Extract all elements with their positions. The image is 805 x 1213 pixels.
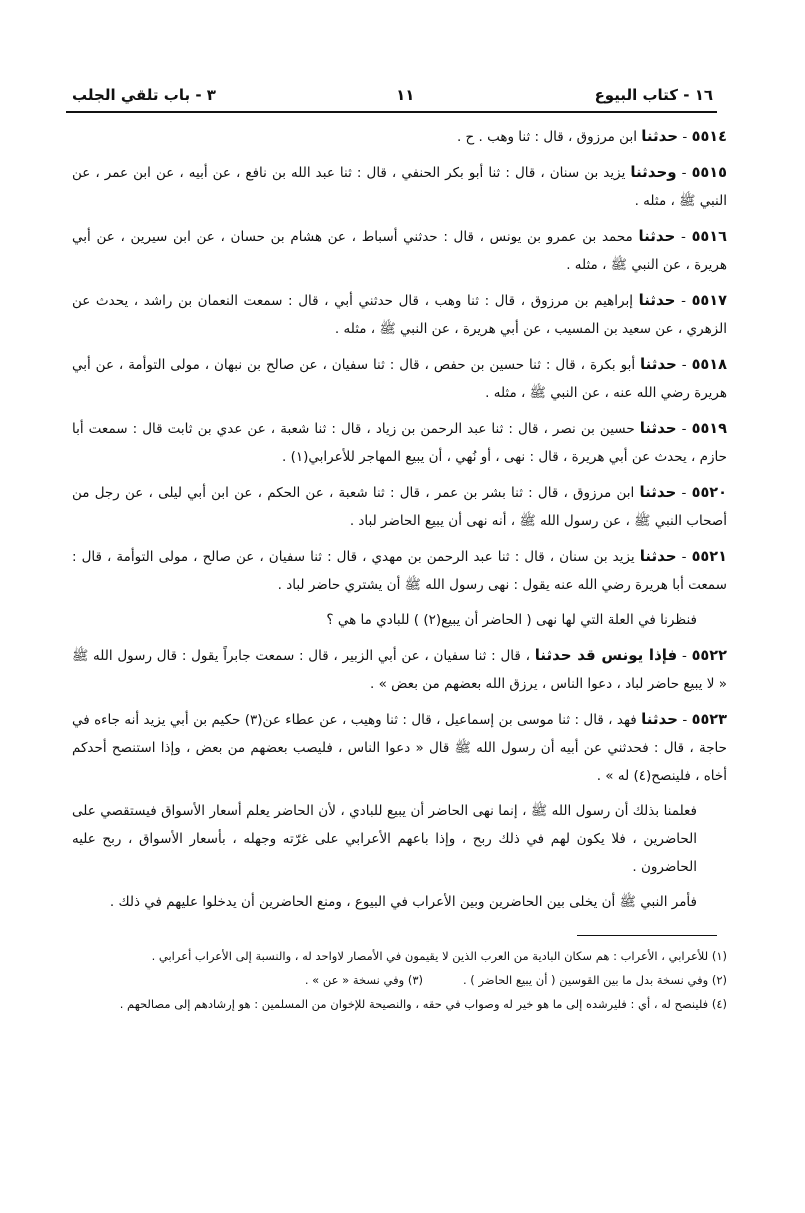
hadith-number: ٥٥١٥ [691,165,727,181]
narration-phrase: حدثنا [639,483,677,501]
hadith-text: ابن مرزوق ، قال : ثنا بشر بن عمر ، قال : ثنا شعبة ، عن الحكم ، عن ابن أبي ليلى ، عن رجل من أصحاب النبي ﷺ ، عن رسول الله ﷺ ، أنه نهى أن يبيع الحاضر لباد . [72,485,727,529]
hadith-text: فهد ، قال : ثنا موسى بن إسماعيل ، قال : ثنا وهيب ، عن عطاء عن(٣) حكيم بن أبي يزيد أنه جاءه في حاجة ، قال : فحدثني عن أبيه أن رسول الله ﷺ قال « دعوا الناس ، فليصب بعضهم من بعض ، وإذا استنصح أحدكم أخاه ، فلينصح(٤) له » . [72,712,727,784]
hadith-number: ٥٥١٩ [691,421,727,437]
hadith-text: محمد بن عمرو بن يونس ، قال : حدثني أسباط ، عن هشام بن حسان ، عن ابن سيرين ، عن أبي هريرة ، عن النبي ﷺ ، مثله . [72,229,727,273]
commentary-paragraph: فأمر النبي ﷺ أن يخلى بين الحاضرين وبين الأعراب في البيوع ، ومنع الحاضرين أن يدخلوا عليهم في ذلك . [109,894,697,910]
narration-phrase: وحدثنا [630,163,677,181]
hadith-number: ٥٥١٦ [691,229,727,245]
hadith-number: ٥٥١٤ [691,129,727,145]
footnote: (٣) وفي نسخة « عن » . [304,973,423,987]
narration-phrase: حدثنا [640,355,677,373]
hadith-entry: ٥٥١٧ - حدثنا إبراهيم بن مرزوق ، قال : ثنا وهب ، قال حدثني أبي ، قال : سمعت النعمان بن راشد ، يحدث عن الزهري ، عن سعيد بن المسيب ، عن أبي هريرة ، عن النبي ﷺ ، مثله . [72,291,727,337]
footnote: (٢) وفي نسخة بدل ما بين القوسين ( أن يبيع الحاضر ) . [463,973,727,987]
narration-phrase: حدثنا [638,227,676,245]
hadith-entry: ٥٥١٨ - حدثنا أبو بكرة ، قال : ثنا حسين بن حفص ، قال : ثنا سفيان ، عن صالح بن نبهان ، مولى التوأمة ، عن أبي هريرة رضي الله عنه ، عن النبي ﷺ ، مثله . [72,355,727,401]
page-number: ١١ [396,86,415,104]
hadith-entry: ٥٥١٦ - حدثنا محمد بن عمرو بن يونس ، قال : حدثني أسباط ، عن هشام بن حسان ، عن ابن سيرين ، عن أبي هريرة ، عن النبي ﷺ ، مثله . [72,227,727,273]
hadith-entry: ٥٥١٩ - حدثنا حسين بن نصر ، قال : ثنا عبد الرحمن بن زياد ، قال : ثنا شعبة ، عن عدي بن ثابت قال : سمعت أبا حازم ، يحدث عن أبي هريرة ، قال : نهى ، أو نُهي ، أن يبيع المهاجر للأعرابي(١) . [72,419,727,465]
hadith-entry: ٥٥٢٢ - فإذا يونس قد حدثنا ، قال : ثنا سفيان ، عن أبي الزبير ، قال : سمعت جابراً يقول : قال رسول الله ﷺ « لا يبيع حاضر لباد ، دعوا الناس ، يرزق الله بعضهم من بعض » . [72,646,727,692]
narration-phrase: حدثنا [641,710,678,728]
hadith-number: ٥٥١٧ [691,293,727,309]
narration-phrase: حدثنا [641,127,679,145]
footnote-row [72,968,727,992]
commentary-paragraph: فعلمنا بذلك أن رسول الله ﷺ ، إنما نهى الحاضر أن يبيع للبادي ، لأن الحاضر يعلم أسعار الأسواق فيستقصي على الحاضرين ، فلا يكون لهم في ذلك ربح ، وإذا باعهم الأعرابي على غرّته وجهله ، بأسعار الأسواق ، ربح عليه الحاضرون . [72,803,697,875]
hadith-number: ٥٥٢٠ [691,485,727,501]
footnotes [72,944,727,1016]
footnote-divider [577,935,717,936]
hadith-text: إبراهيم بن مرزوق ، قال : ثنا وهب ، قال حدثني أبي ، قال : سمعت النعمان بن راشد ، يحدث عن الزهري ، عن سعيد بن المسيب ، عن أبي هريرة ، عن النبي ﷺ ، مثله . [72,293,727,337]
narration-phrase: حدثنا [638,291,676,309]
hadith-number: ٥٥٢١ [691,549,727,565]
main-text [72,122,727,923]
hadith-text: يزيد بن سنان ، قال : ثنا عبد الرحمن بن مهدي ، قال : ثنا سفيان ، عن صالح ، مولى التوأمة ، قال : سمعت أبا هريرة رضي الله عنه يقول : نهى رسول الله ﷺ أن يشتري حاضر لباد . [72,549,727,593]
hadith-text: يزيد بن سنان ، قال : ثنا أبو بكر الحنفي ، قال : ثنا عبد الله بن نافع ، عن أبيه ، عن ابن عمر ، عن النبي ﷺ ، مثله . [72,165,727,209]
running-header [72,82,713,108]
hadith-text: ، قال : ثنا سفيان ، عن أبي الزبير ، قال : سمعت جابراً يقول : قال رسول الله ﷺ « لا يبيع حاضر لباد ، دعوا الناس ، يرزق الله بعضهم من بعض » . [72,648,727,692]
hadith-entry: ٥٥٢١ - حدثنا يزيد بن سنان ، قال : ثنا عبد الرحمن بن مهدي ، قال : ثنا سفيان ، عن صالح ، مولى التوأمة ، قال : سمعت أبا هريرة رضي الله عنه يقول : نهى رسول الله ﷺ أن يشتري حاضر لباد . [72,547,727,593]
hadith-entry: ٥٥٢٠ - حدثنا ابن مرزوق ، قال : ثنا بشر بن عمر ، قال : ثنا شعبة ، عن الحكم ، عن ابن أبي ليلى ، عن رجل من أصحاب النبي ﷺ ، عن رسول الله ﷺ ، أنه نهى أن يبيع الحاضر لباد . [72,483,727,529]
hadith-number: ٥٥١٨ [691,357,727,373]
hadith-entry: ٥٥١٥ - وحدثنا يزيد بن سنان ، قال : ثنا أبو بكر الحنفي ، قال : ثنا عبد الله بن نافع ، عن أبيه ، عن ابن عمر ، عن النبي ﷺ ، مثله . [72,163,727,209]
hadith-number: ٥٥٢٢ [691,648,727,664]
hadith-entry: ٥٥١٤ - حدثنا ابن مرزوق ، قال : ثنا وهب . ح . [456,127,727,145]
hadith-text: حسين بن نصر ، قال : ثنا عبد الرحمن بن زياد ، قال : ثنا شعبة ، عن عدي بن ثابت قال : سمعت أبا حازم ، يحدث عن أبي هريرة ، قال : نهى ، أو نُهي ، أن يبيع المهاجر للأعرابي(١) . [72,421,727,465]
header-section: ٣ - باب تلقي الجلب [72,86,216,104]
hadith-number: ٥٥٢٣ [691,712,727,728]
footnote: (٤) فلينصح له ، أي : فليرشده إلى ما هو خير له وصواب في حقه ، والنصيحة للإخوان من المسلمين : هو إرشادهم إلى مصالحهم . [119,997,727,1011]
hadith-text: ابن مرزوق ، قال : ثنا وهب . ح . [456,129,637,145]
hadith-entry: ٥٥٢٣ - حدثنا فهد ، قال : ثنا موسى بن إسماعيل ، قال : ثنا وهيب ، عن عطاء عن(٣) حكيم بن أبي يزيد أنه جاءه في حاجة ، قال : فحدثني عن أبيه أن رسول الله ﷺ قال « دعوا الناس ، فليصب بعضهم من بعض ، وإذا استنصح أحدكم أخاه ، فلينصح(٤) له » . [72,710,727,784]
narration-phrase: حدثنا [639,547,677,565]
commentary-question: فنظرنا في العلة التي لها نهى ( الحاضر أن يبيع(٢) ) للبادي ما هي ؟ [326,612,697,628]
narration-phrase: حدثنا [639,419,677,437]
narration-phrase: فإذا يونس قد حدثنا [534,646,678,664]
header-chapter: ١٦ - كتاب البيوع [594,86,713,104]
footnote: (١) للأعرابي ، الأعراب : هم سكان البادية من العرب الذين لا يقيمون في الأمصار لاواحد له ، والنسبة إلى الأعراب أعرابي . [151,949,727,963]
header-divider [66,111,717,113]
hadith-text: أبو بكرة ، قال : ثنا حسين بن حفص ، قال : ثنا سفيان ، عن صالح بن نبهان ، مولى التوأمة ، عن أبي هريرة رضي الله عنه ، عن النبي ﷺ ، مثله . [72,357,727,401]
